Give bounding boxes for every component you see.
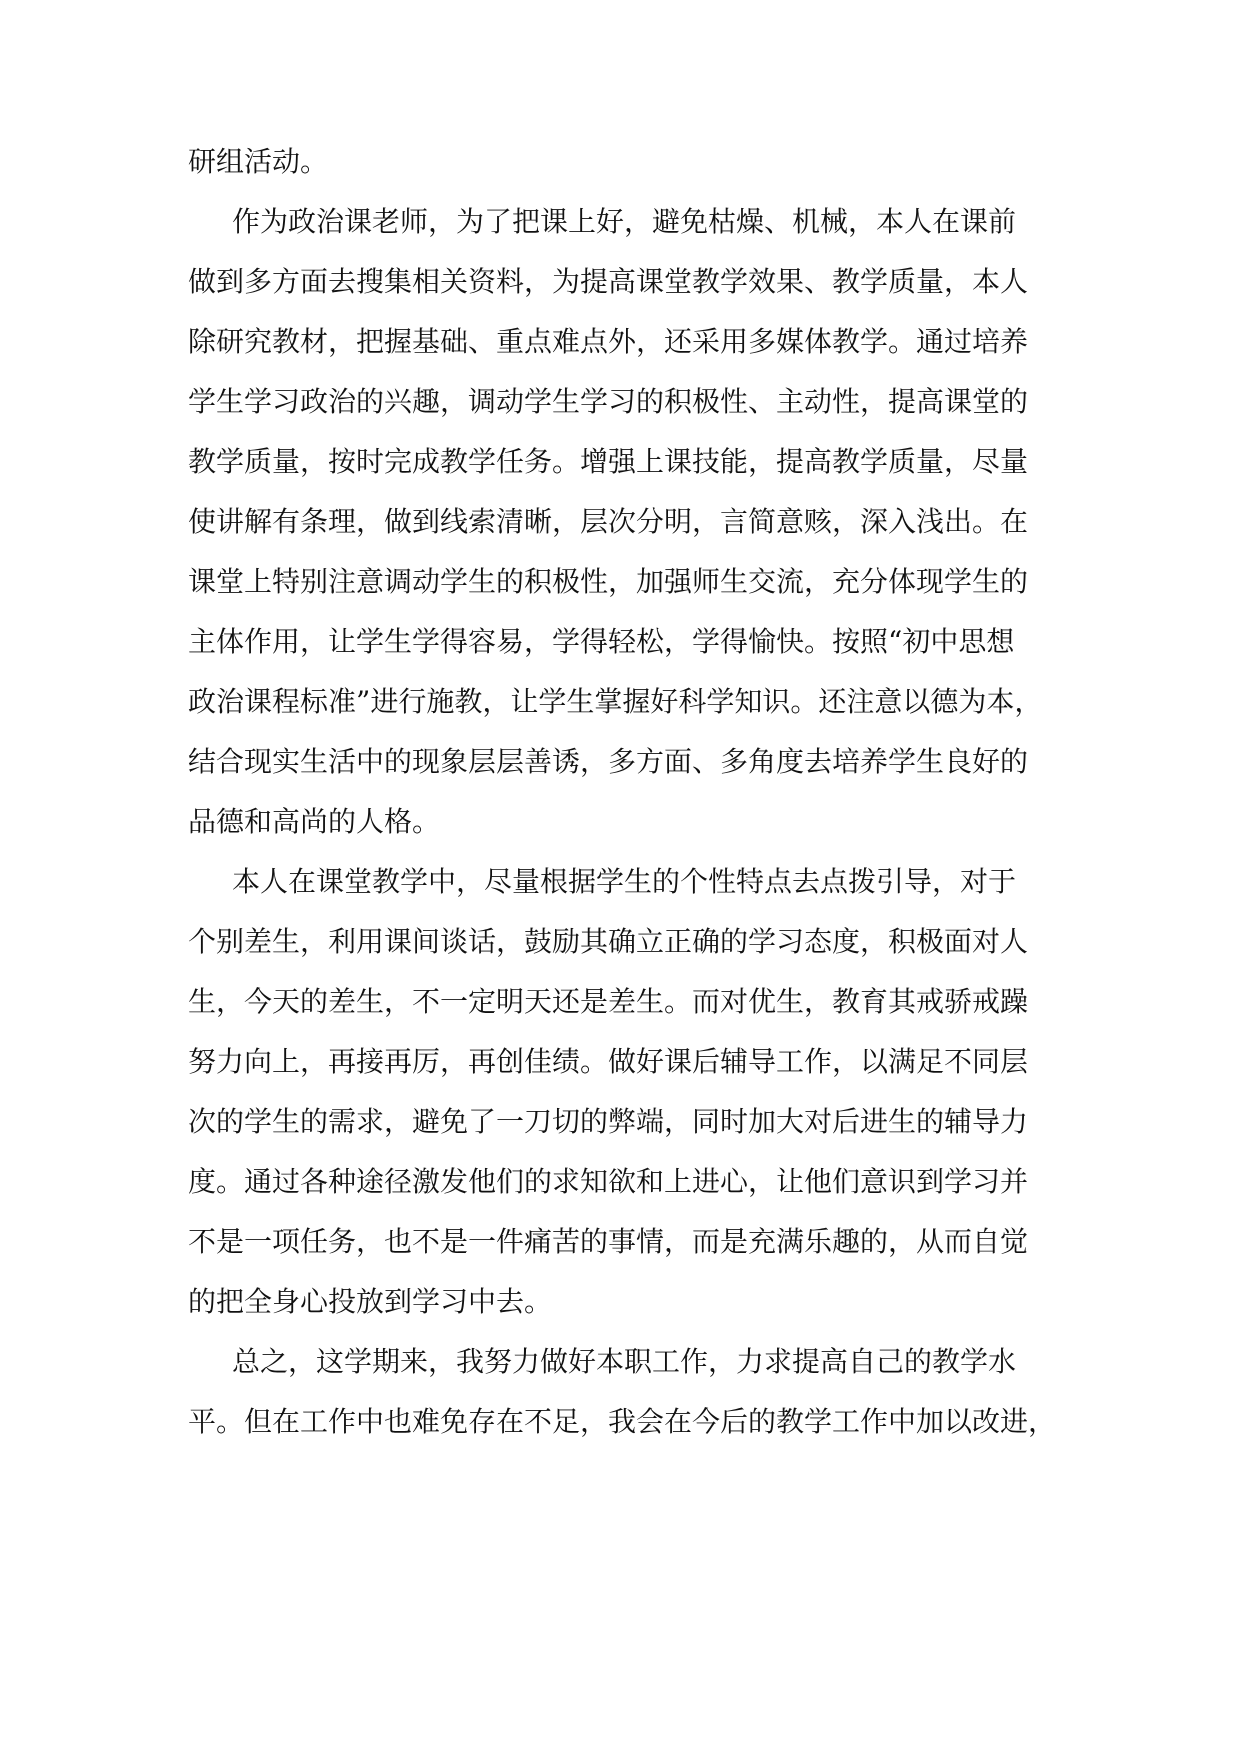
paragraph-first-line: 作为政治课老师，为了把课上好，避免枯燥、机械，本人在课前 [232, 205, 1017, 238]
text-line: 研组活动。 [188, 145, 329, 178]
text-line: 生，今天的差生，不一定明天还是差生。而对优生，教育其戒骄戒躁 [188, 985, 1029, 1018]
text-line: 个别差生，利用课间谈话，鼓励其确立正确的学习态度，积极面对人 [188, 925, 1029, 958]
text-line: 除研究教材，把握基础、重点难点外，还采用多媒体教学。通过培养 [188, 325, 1029, 358]
text-line: 做到多方面去搜集相关资料，为提高课堂教学效果、教学质量，本人 [188, 265, 1029, 298]
text-line: 努力向上，再接再厉，再创佳绩。做好课后辅导工作，以满足不同层 [188, 1045, 1029, 1078]
text-line: 学生学习政治的兴趣，调动学生学习的积极性、主动性，提高课堂的 [188, 385, 1029, 418]
text-line: 次的学生的需求，避免了一刀切的弊端，同时加大对后进生的辅导力 [188, 1105, 1029, 1138]
text-line: 政治课程标准”进行施教，让学生掌握好科学知识。还注意以德为本， [188, 685, 1043, 718]
paragraph-first-line: 总之，这学期来，我努力做好本职工作，力求提高自己的教学水 [232, 1345, 1017, 1378]
text-line: 的把全身心投放到学习中去。 [188, 1285, 553, 1318]
text-line: 课堂上特别注意调动学生的积极性，加强师生交流，充分体现学生的 [188, 565, 1029, 598]
text-line: 不是一项任务，也不是一件痛苦的事情，而是充满乐趣的，从而自觉 [188, 1225, 1029, 1258]
text-line: 主体作用，让学生学得容易，学得轻松，学得愉快。按照“初中思想 [188, 625, 1015, 658]
text-line: 平。但在工作中也难免存在不足，我会在今后的教学工作中加以改进， [188, 1405, 1057, 1438]
text-line: 结合现实生活中的现象层层善诱，多方面、多角度去培养学生良好的 [188, 745, 1029, 778]
text-line: 教学质量，按时完成教学任务。增强上课技能，提高教学质量，尽量 [188, 445, 1029, 478]
text-line: 度。通过各种途径激发他们的求知欲和上进心，让他们意识到学习并 [188, 1165, 1029, 1198]
text-line: 使讲解有条理，做到线索清晰，层次分明，言简意赅，深入浅出。在 [188, 505, 1029, 538]
text-line: 品德和高尚的人格。 [188, 805, 441, 838]
paragraph-first-line: 本人在课堂教学中，尽量根据学生的个性特点去点拨引导，对于 [232, 865, 1017, 898]
